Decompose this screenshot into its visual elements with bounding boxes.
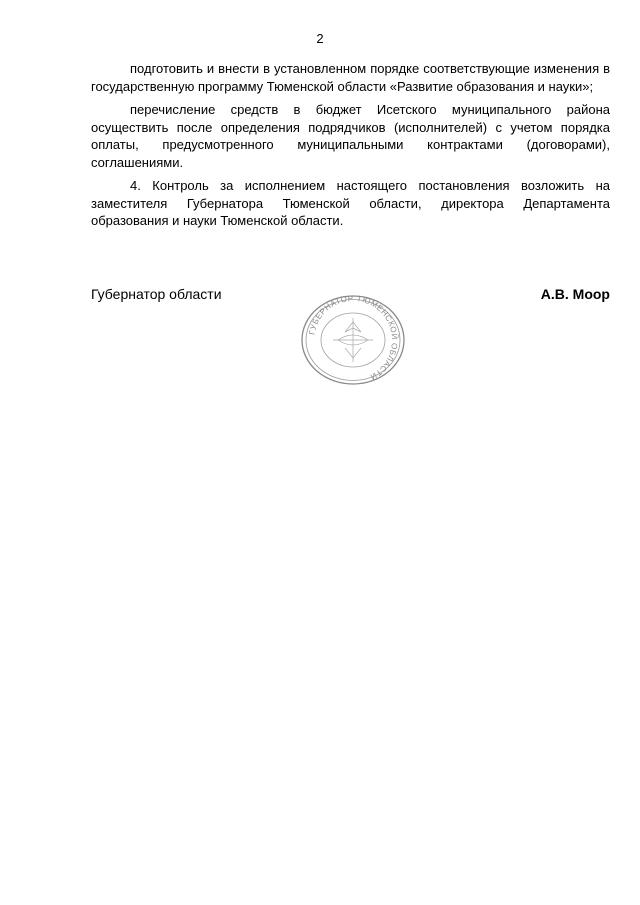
document-body [91, 60, 610, 236]
paragraph-2: перечисление средств в бюджет Исетского муниципального района осуществить после определения подрядчиков (исполнителей) с учетом порядка оплаты, предусмотренного муниципальными контрактами (договорами), соглашениями. [91, 102, 610, 170]
seal-text: ГУБЕРНАТОР ТЮМЕНСКОЙ ОБЛАСТИ [307, 294, 400, 382]
signer-name: А.В. Моор [540, 286, 610, 302]
paragraph-1: подготовить и внести в установленном порядке соответствующие изменения в государственную программу Тюменской области «Развитие образования и науки»; [91, 61, 610, 94]
signer-position: Губернатор области [91, 286, 222, 302]
page-number: 2 [316, 31, 324, 46]
paragraph-3: 4. Контроль за исполнением настоящего постановления возложить на заместителя Губернатора Тюменской области, директора Департамента образования и науки Тюменской области. [91, 178, 610, 228]
official-seal-icon [300, 294, 406, 386]
